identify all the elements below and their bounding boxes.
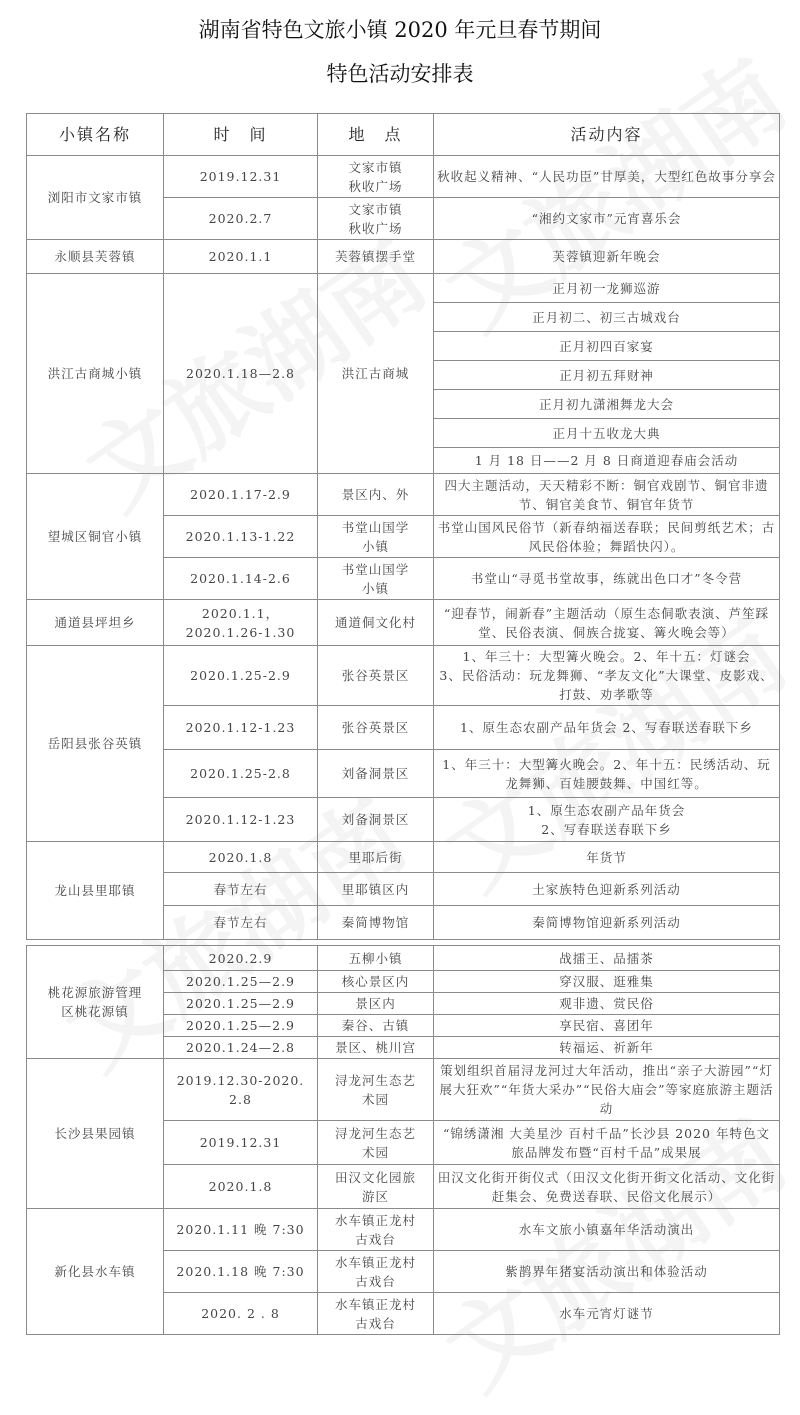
- content-cell: 1、原生态农副产品年货会 2、写春联送春联下乡: [434, 798, 780, 842]
- time-cell: 2020.1.25-2.8: [164, 750, 318, 798]
- place-cell: 里耶镇区内: [318, 873, 434, 906]
- content-cell: 观非遗、赏民俗: [434, 993, 780, 1015]
- activity-table: [26, 113, 780, 1335]
- content-cell: 1、年三十：大型篝火晚会。2、年十五：民绣活动、玩龙舞狮、百娃腰鼓舞、中国红等。: [434, 750, 780, 798]
- content-cell: 策划组织首届浔龙河过大年活动，推出“亲子大游园”“灯展大狂欢”“年货大采办”“民俗大庙会”等家庭旅游主题活动: [434, 1059, 780, 1121]
- content-cell: 正月初五拜财神: [434, 361, 780, 390]
- time-cell: 2020.1.18 晚 7:30: [164, 1251, 318, 1293]
- time-cell: 2020.1.25-2.9: [164, 646, 318, 706]
- place-cell: 景区内: [318, 993, 434, 1015]
- town-name: 新化县水车镇: [27, 1209, 164, 1335]
- content-cell: 紫鹊界年猪宴活动演出和体验活动: [434, 1251, 780, 1293]
- content-cell: 秦简博物馆迎新系列活动: [434, 906, 780, 940]
- content-cell: 正月初四百家宴: [434, 332, 780, 361]
- place-cell: 通道侗文化村: [318, 600, 434, 646]
- time-cell: 2020.1.24—2.8: [164, 1037, 318, 1059]
- place-cell: 景区、桃川宫: [318, 1037, 434, 1059]
- town-name: 洪江古商城小镇: [27, 274, 164, 474]
- content-cell: “湘约文家市”元宵喜乐会: [434, 198, 780, 240]
- content-cell: 转福运、祈新年: [434, 1037, 780, 1059]
- content-cell: 1 月 18 日——2 月 8 日商道迎春庙会活动: [434, 448, 780, 474]
- time-cell: 2020.1.25—2.9: [164, 1015, 318, 1037]
- time-cell: 2020.2.9: [164, 946, 318, 971]
- table-header-row: [27, 114, 780, 156]
- time-cell: 春节左右: [164, 906, 318, 940]
- content-cell: “迎春节，闹新春”主题活动（原生态侗歌表演、芦笙踩堂、民俗表演、侗族合拢宴、篝火晚会等）: [434, 600, 780, 646]
- town-name: 龙山县里耶镇: [27, 842, 164, 940]
- time-cell: 2019.12.30-2020. 2.8: [164, 1059, 318, 1121]
- time-cell: 2020.1.25—2.9: [164, 993, 318, 1015]
- content-cell: 1、年三十：大型篝火晚会。2、年十五：灯谜会 3、民俗活动：玩龙舞狮、“孝友文化”大课堂、皮影戏、打鼓、劝孝歌等: [434, 646, 780, 706]
- town-name: 通道县坪坦乡: [27, 600, 164, 646]
- town-name: 岳阳县张谷英镇: [27, 646, 164, 842]
- document-subtitle: 特色活动安排表: [326, 62, 474, 86]
- table-row: [27, 1059, 780, 1121]
- place-cell: 书堂山国学 小镇: [318, 558, 434, 600]
- place-cell: 核心景区内: [318, 971, 434, 993]
- town-name: 桃花源旅游管理 区桃花源镇: [27, 946, 164, 1059]
- content-cell: 田汉文化街开街仪式（田汉文化街开街文化活动、文化街赶集会、免费送春联、民俗文化展示）: [434, 1165, 780, 1209]
- table-row: [27, 646, 780, 706]
- time-cell: 春节左右: [164, 873, 318, 906]
- place-cell: 水车镇正龙村 古戏台: [318, 1209, 434, 1251]
- place-cell: 田汉文化园旅 游区: [318, 1165, 434, 1209]
- place-cell: 文家市镇 秋收广场: [318, 156, 434, 198]
- place-cell: 洪江古商城: [318, 274, 434, 474]
- time-cell: 2020.1.13-1.22: [164, 516, 318, 558]
- content-cell: 水车元宵灯谜节: [434, 1293, 780, 1335]
- time-cell: 2019.12.31: [164, 156, 318, 198]
- header-time: 时 间: [164, 114, 318, 156]
- header-place: 地 点: [318, 114, 434, 156]
- place-cell: 水车镇正龙村 古戏台: [318, 1251, 434, 1293]
- content-cell: 年货节: [434, 842, 780, 873]
- place-cell: 浔龙河生态艺 术园: [318, 1059, 434, 1121]
- time-cell: 2020. 2 . 8: [164, 1293, 318, 1335]
- table-row: [27, 240, 780, 274]
- time-cell: 2020.1.17-2.9: [164, 474, 318, 516]
- table-row: [27, 946, 780, 971]
- content-cell: 水车文旅小镇嘉年华活动演出: [434, 1209, 780, 1251]
- place-cell: 里耶后街: [318, 842, 434, 873]
- place-cell: 水车镇正龙村 古戏台: [318, 1293, 434, 1335]
- time-cell: 2020.1.18—2.8: [164, 274, 318, 474]
- place-cell: 刘备洞景区: [318, 798, 434, 842]
- content-cell: 战擂王、品擂茶: [434, 946, 780, 971]
- time-cell: 2020.1.12-1.23: [164, 798, 318, 842]
- place-cell: 书堂山国学 小镇: [318, 516, 434, 558]
- table-row: [27, 1209, 780, 1251]
- place-cell: 秦谷、古镇: [318, 1015, 434, 1037]
- place-cell: 张谷英景区: [318, 646, 434, 706]
- content-cell: 正月初二、初三古城戏台: [434, 303, 780, 332]
- content-cell: 1、原生态农副产品年货会 2、写春联送春联下乡: [434, 706, 780, 750]
- content-cell: 正月十五收龙大典: [434, 419, 780, 448]
- place-cell: 芙蓉镇摆手堂: [318, 240, 434, 274]
- place-cell: 景区内、外: [318, 474, 434, 516]
- content-cell: 正月初一龙狮巡游: [434, 274, 780, 303]
- time-cell: 2020.1.8: [164, 1165, 318, 1209]
- table-row: [27, 474, 780, 516]
- place-cell: 浔龙河生态艺 术园: [318, 1121, 434, 1165]
- time-cell: 2020.1.11 晚 7:30: [164, 1209, 318, 1251]
- town-name: 浏阳市文家市镇: [27, 156, 164, 240]
- place-cell: 张谷英景区: [318, 706, 434, 750]
- content-cell: 享民宿、喜团年: [434, 1015, 780, 1037]
- content-cell: “锦绣潇湘 大美星沙 百村千品”长沙县 2020 年特色文旅品牌发布暨“百村千品”成果展: [434, 1121, 780, 1165]
- content-cell: 正月初九潇湘舞龙大会: [434, 390, 780, 419]
- content-cell: 书堂山“寻觅书堂故事，练就出色口才”冬令营: [434, 558, 780, 600]
- content-cell: 芙蓉镇迎新年晚会: [434, 240, 780, 274]
- time-cell: 2020.1.25—2.9: [164, 971, 318, 993]
- time-cell: 2020.1.12-1.23: [164, 706, 318, 750]
- content-cell: 穿汉服、逛雅集: [434, 971, 780, 993]
- table-row: [27, 842, 780, 873]
- time-cell: 2020.1.14-2.6: [164, 558, 318, 600]
- place-cell: 五柳小镇: [318, 946, 434, 971]
- content-cell: 土家族特色迎新系列活动: [434, 873, 780, 906]
- time-cell: 2020.1.8: [164, 842, 318, 873]
- document-title: 湖南省特色文旅小镇 2020 年元旦春节期间: [198, 18, 602, 42]
- header-content: 活动内容: [434, 114, 780, 156]
- content-cell: 秋收起义精神、“人民功臣”甘厚美，大型红色故事分享会: [434, 156, 780, 198]
- place-cell: 文家市镇 秋收广场: [318, 198, 434, 240]
- place-cell: 刘备洞景区: [318, 750, 434, 798]
- table-row: [27, 274, 780, 303]
- time-cell: 2020.1.1: [164, 240, 318, 274]
- town-name: 望城区铜官小镇: [27, 474, 164, 600]
- content-cell: 书堂山国风民俗节（新春纳福送春联；民间剪纸艺术；古风民俗体验；舞蹈快闪）。: [434, 516, 780, 558]
- place-cell: 秦简博物馆: [318, 906, 434, 940]
- town-name: 永顺县芙蓉镇: [27, 240, 164, 274]
- time-cell: 2020.2.7: [164, 198, 318, 240]
- town-name: 长沙县果园镇: [27, 1059, 164, 1209]
- time-cell: 2020.1.1， 2020.1.26-1.30: [164, 600, 318, 646]
- table-row: [27, 156, 780, 198]
- content-cell: 四大主题活动，天天精彩不断：铜官戏剧节、铜官非遗节、铜官美食节、铜官年货节: [434, 474, 780, 516]
- table-row: [27, 600, 780, 646]
- header-town: 小镇名称: [27, 114, 164, 156]
- time-cell: 2019.12.31: [164, 1121, 318, 1165]
